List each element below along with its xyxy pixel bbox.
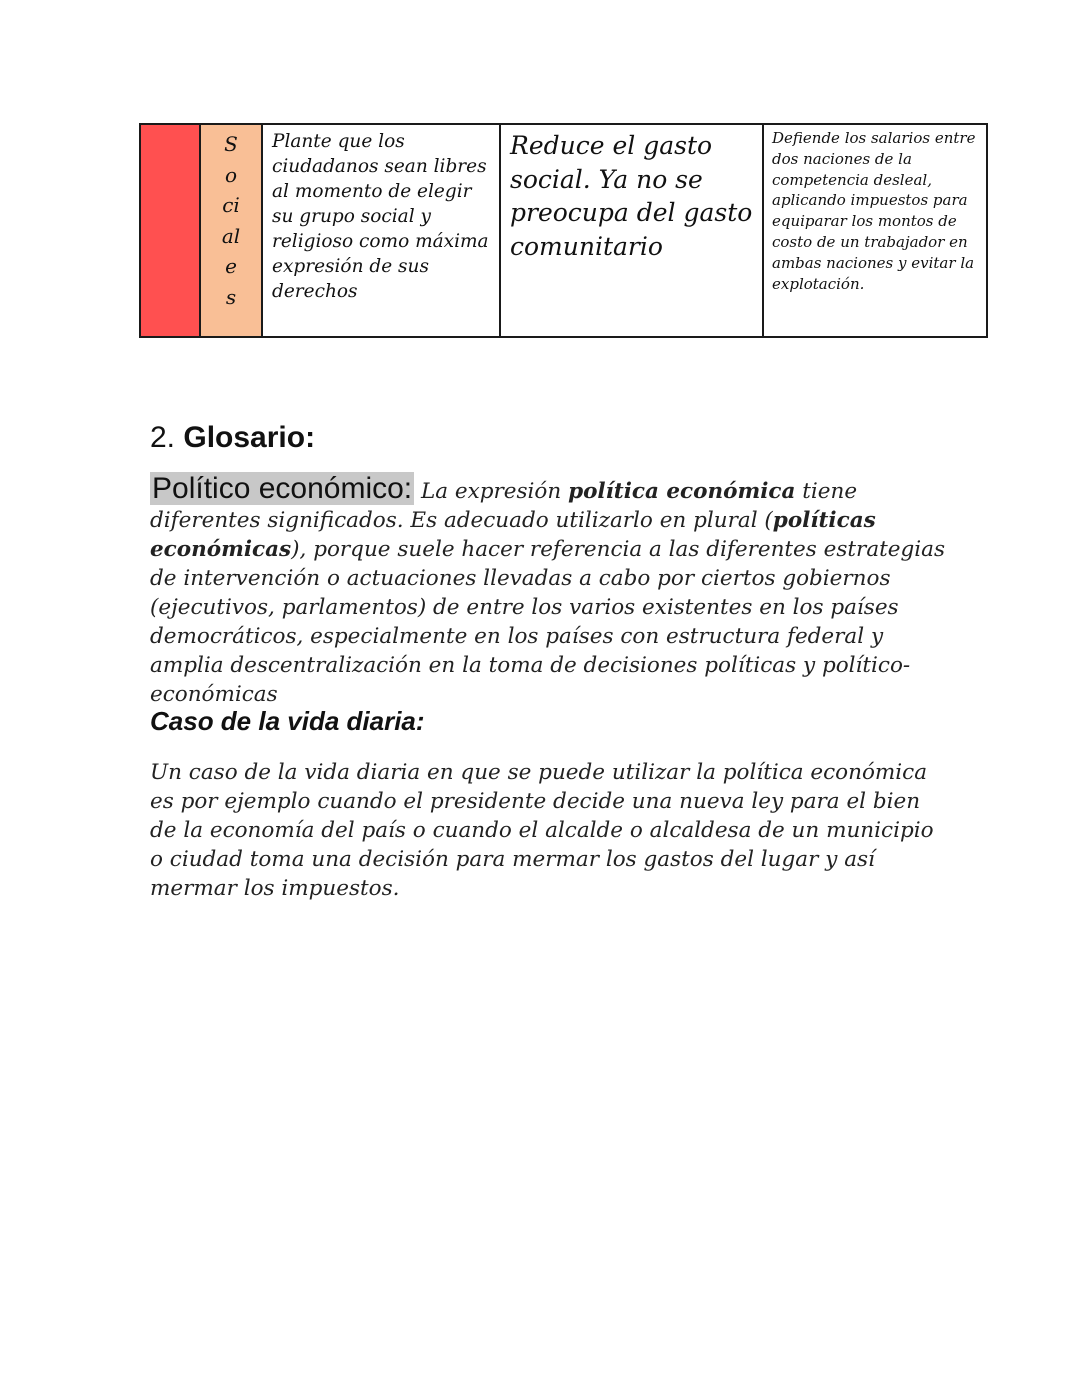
table-cell-2: Reduce el gasto social. Ya no se preocupa del gasto comunitario <box>501 125 764 336</box>
red-category-cell <box>141 125 201 336</box>
vertical-letter: ci <box>222 193 240 217</box>
vertical-letter: s <box>225 284 237 309</box>
daily-case-heading: Caso de la vida diaria: <box>150 706 425 736</box>
definition-text: ), porque suele hacer referencia a las diferentes estrategias de intervención o actuaciones llevadas a cabo por ciertos gobiernos (ejecutivos, parlamentos) de entre los varios existentes en los países democráticos, especialmente en los países con estructura federal y amplia descentralización en la toma de decisiones políticas y político-económicas <box>150 537 945 707</box>
vertical-letter: e <box>225 254 237 278</box>
definition-bold: política económica <box>568 479 796 504</box>
glossary-term: Político económico: <box>152 472 413 505</box>
vertical-letter: S <box>224 132 238 156</box>
glossary-definition <box>150 474 950 709</box>
daily-case-text: Un caso de la vida diaria en que se puede utilizar la política económica es por ejemplo cuando el presidente decide una nueva ley para el bien de la economía del país o cuando el alcalde o alcaldesa de un municipio o ciudad toma una decisión para mermar los gastos del lugar y así mermar los impuestos. <box>150 760 934 901</box>
table-cell-3: Defiende los salarios entre dos naciones de la competencia desleal, aplicando impuestos para equiparar los montos de costo de un trabajador en ambas naciones y evitar la explotación. <box>772 129 976 293</box>
section-title: Glosario: <box>183 421 316 454</box>
definition-text: tiene diferentes significados. Es adecuado utilizarlo en plural ( <box>150 479 858 533</box>
section-number: 2. <box>150 421 176 454</box>
definition-text: La expresión <box>414 479 569 504</box>
definition-bold: políticas económicas <box>150 508 876 562</box>
vertical-letter: al <box>221 223 241 248</box>
table-cell-1: Plante que los ciudadanos sean libres al momento de elegir su grupo social y religioso como máxima expresión de sus derechos <box>263 125 501 336</box>
glossary-heading <box>150 418 315 458</box>
vertical-letter: o <box>224 162 238 187</box>
comparison-table-row <box>139 123 988 338</box>
vertical-label-sociales <box>201 125 263 336</box>
